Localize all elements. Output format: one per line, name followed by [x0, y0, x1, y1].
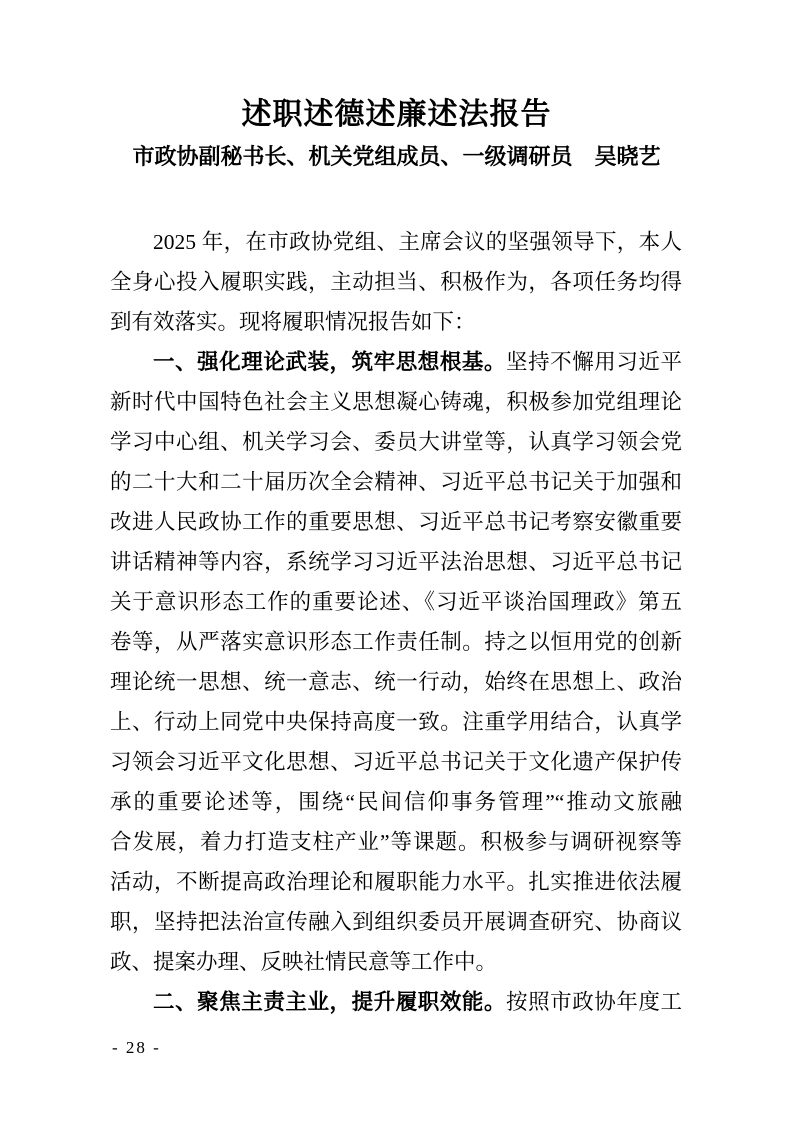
page-title: 述职述德述廉述法报告: [241, 98, 552, 131]
section-heading-text: 二、聚焦主责主业，提升履职效能。: [153, 990, 507, 1014]
body-text: 按照市政协年度工: [506, 990, 682, 1014]
body-text: 改进人民政协工作的重要思想、习近平总书记考察安徽重要: [110, 510, 682, 534]
document-body: [110, 222, 682, 1022]
body-text: 上、行动上同党中央保持高度一致。注重学用结合，认真学: [110, 710, 682, 734]
body-line: [110, 542, 682, 582]
body-line: [110, 782, 682, 822]
body-line: [110, 702, 682, 742]
body-line: [110, 262, 682, 302]
body-line: [110, 462, 682, 502]
body-text: 活动，不断提高政治理论和履职能力水平。扎实推进依法履: [110, 870, 682, 894]
page-subtitle: 市政协副秘书长、机关党组成员、一级调研员 吴晓艺: [132, 144, 661, 169]
body-line: [110, 342, 682, 382]
body-line: [110, 222, 682, 262]
body-text: 承的重要论述等，围绕“民间信仰事务管理”“推动文旅融: [110, 790, 682, 814]
body-text: 2025 年，在市政协党组、主席会议的坚强领导下，本人: [153, 230, 682, 254]
section-heading-text: 一、强化理论武装，筑牢思想根基。: [153, 350, 507, 374]
body-text: 学习中心组、机关学习会、委员大讲堂等，认真学习领会党: [110, 430, 682, 454]
body-line: [110, 862, 682, 902]
page-number: - 28 -: [112, 1038, 161, 1057]
body-line: [110, 822, 682, 862]
body-line: [110, 662, 682, 702]
body-text: 的二十大和二十届历次全会精神、习近平总书记关于加强和: [110, 470, 682, 494]
body-text: 全身心投入履职实践，主动担当、积极作为，各项任务均得: [110, 270, 682, 294]
body-line: [110, 502, 682, 542]
body-text: 新时代中国特色社会主义思想凝心铸魂，积极参加党组理论: [110, 390, 682, 414]
body-line: [110, 302, 682, 342]
body-line: [110, 942, 682, 982]
body-text: 习领会习近平文化思想、习近平总书记关于文化遗产保护传: [110, 750, 682, 774]
body-text: 坚持不懈用习近平: [506, 350, 682, 374]
body-line: [110, 382, 682, 422]
body-text: 职，坚持把法治宣传融入到组织委员开展调查研究、协商议: [110, 910, 682, 934]
body-line: [110, 622, 682, 662]
body-text: 讲话精神等内容，系统学习习近平法治思想、习近平总书记: [110, 550, 682, 574]
body-line: [110, 582, 682, 622]
body-line: [110, 902, 682, 942]
body-text: 合发展，着力打造支柱产业”等课题。积极参与调研视察等: [110, 830, 682, 854]
body-text: 到有效落实。现将履职情况报告如下：: [110, 310, 476, 334]
body-line: [110, 422, 682, 462]
body-text: 关于意识形态工作的重要论述、《习近平谈治国理政》第五: [110, 590, 682, 614]
body-text: 政、提案办理、反映社情民意等工作中。: [110, 950, 498, 974]
body-line: [110, 742, 682, 782]
body-text: 理论统一思想、统一意志、统一行动，始终在思想上、政治: [110, 670, 682, 694]
body-text: 卷等，从严落实意识形态工作责任制。持之以恒用党的创新: [110, 630, 682, 654]
body-line: [110, 982, 682, 1022]
